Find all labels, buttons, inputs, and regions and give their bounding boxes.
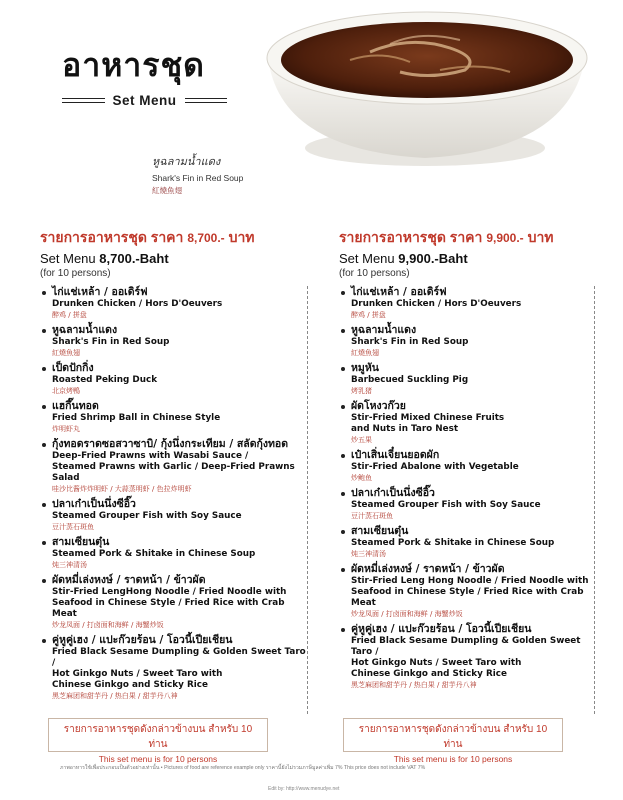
menu-item xyxy=(339,324,594,358)
dish-name-english: Stir-Fried Leng Hong Noodle / Fried Noodle with xyxy=(351,576,589,586)
dish-name-thai: คู่หูคู่เฮง / แปะก๊วยร้อน / โอวนี้เปียเชียน xyxy=(52,634,233,646)
menu-list-8700 xyxy=(40,286,308,714)
page-title: อาหารชุด xyxy=(62,46,205,84)
dish-name-chinese: 紅燒魚翅 xyxy=(351,349,379,357)
caption-english: Shark's Fin in Red Soup xyxy=(152,173,244,183)
dish-name-english: Roasted Peking Duck xyxy=(52,375,158,385)
set-menu-8700-header xyxy=(40,227,302,279)
dish-name-english: Seafood in Chinese Style / Fried Rice with Crab Meat xyxy=(52,598,285,619)
dish-name-thai: หูฉลามน้ำแดง xyxy=(52,324,118,336)
dish-name-english: Shark's Fin in Red Soup xyxy=(52,337,170,347)
dish-name-english: Drunken Chicken / Hors D'Oeuvers xyxy=(351,299,522,309)
heading-thai: รายการอาหารชุด ราคา 9,900.- บาท xyxy=(339,229,554,245)
dish-name-english: Seafood in Chinese Style / Fried Rice with Crab Meat xyxy=(351,587,584,608)
dish-name-english: Stir-Fried Mixed Chinese Fruits xyxy=(351,413,505,423)
menu-list-9900 xyxy=(339,286,595,714)
persons-note: (for 10 persons) xyxy=(40,268,111,279)
menu-item xyxy=(339,525,594,559)
footer-note-8700: รายการอาหารชุดดังกล่าวข้างบน สำหรับ 10 ท่าน This set menu is for 10 persons xyxy=(48,718,268,752)
menu-item xyxy=(40,286,307,320)
dish-name-english: Stir-Fried LengHong Noodle / Fried Noodle with xyxy=(52,587,287,597)
dish-name-english: Chinese Ginkgo and Sticky Rice xyxy=(52,680,208,690)
dish-name-thai: สามเซียนตุ๋น xyxy=(351,525,409,537)
menu-item xyxy=(40,574,307,630)
dish-name-english: Hot Ginkgo Nuts / Sweet Taro with xyxy=(351,658,522,668)
dish-name-english: Steamed Pork & Shitake in Chinese Soup xyxy=(52,549,256,559)
dish-name-english: Hot Ginkgo Nuts / Sweet Taro with xyxy=(52,669,223,679)
dish-name-chinese: 豆汁蒸石斑鱼 xyxy=(351,512,393,520)
heading-english: Set Menu 8,700.-Baht xyxy=(40,251,169,266)
dish-name-thai: หมูหัน xyxy=(351,362,379,374)
dish-name-chinese: 烤乳猪 xyxy=(351,387,372,395)
menu-item xyxy=(40,324,307,358)
dish-name-chinese: 炖三神清汤 xyxy=(52,561,87,569)
menu-item xyxy=(40,400,307,434)
dish-name-chinese: 炒龙凤面 / 打卤面和海鲜 / 海蟹炒饭 xyxy=(52,621,164,629)
dish-name-english: Deep-Fried Prawns with Wasabi Sauce / xyxy=(52,451,249,461)
dish-name-thai: เป็ดปักกิ่ง xyxy=(52,362,94,374)
dish-name-english: Chinese Ginkgo and Sticky Rice xyxy=(351,669,507,679)
menu-item xyxy=(339,487,594,521)
divider-right xyxy=(185,98,228,103)
dish-name-english: Fried Black Sesame Dumpling & Golden Sweet Taro / xyxy=(351,636,581,657)
image-caption xyxy=(152,152,243,196)
menu-item xyxy=(339,286,594,320)
dish-name-thai: เป๋าเสิ่นเจี๋ยนยอดผัก xyxy=(351,449,440,461)
dish-name-thai: ปลาเก๋าเป็นนึ่งซีอิ๊ว xyxy=(351,487,435,499)
menu-item xyxy=(339,563,594,619)
menu-item xyxy=(339,362,594,396)
dish-name-chinese: 炖三神清汤 xyxy=(351,550,386,558)
dish-name-thai: คู่หูคู่เฮง / แปะก๊วยร้อน / โอวนี้เปียเชียน xyxy=(351,623,532,635)
dish-name-english: Fried Shrimp Ball in Chinese Style xyxy=(52,413,221,423)
dish-name-chinese: 醉鸡 / 拼盘 xyxy=(351,311,386,319)
set-menu-9900-header xyxy=(339,227,601,279)
dish-name-thai: ปลาเก๋าเป็นนึ่งซีอิ๊ว xyxy=(52,498,136,510)
dish-name-thai: แฮกึ๊นทอด xyxy=(52,400,99,412)
dish-name-english: Steamed Grouper Fish with Soy Sauce xyxy=(351,500,541,510)
dish-name-chinese: 北京烤鴨 xyxy=(52,387,80,395)
menu-item xyxy=(40,634,307,701)
menu-item xyxy=(40,362,307,396)
dish-name-thai: ไก่แช่เหล้า / ออเดิร์ฟ xyxy=(52,286,148,298)
heading-english: Set Menu 9,900.-Baht xyxy=(339,251,468,266)
dish-name-chinese: 炒龙凤面 / 打卤面和海鲜 / 海蟹炒饭 xyxy=(351,610,463,618)
dish-name-chinese: 炸明虾丸 xyxy=(52,425,80,433)
dish-name-thai: ผัดโหงวก๊วย xyxy=(351,400,406,412)
menu-item xyxy=(40,536,307,570)
dish-name-thai: กุ้งทอดราดซอสวาซาบิ/ กุ้งนึ่งกระเทียม / สลัดกุ้งทอด xyxy=(52,438,289,450)
dish-name-english: Fried Black Sesame Dumpling & Golden Sweet Taro / xyxy=(52,647,306,668)
persons-note: (for 10 persons) xyxy=(339,268,410,279)
dish-name-thai: หูฉลามน้ำแดง xyxy=(351,324,417,336)
page-subtitle: Set Menu xyxy=(112,92,177,108)
heading-thai: รายการอาหารชุด ราคา 8,700.- บาท xyxy=(40,229,255,245)
dish-name-chinese: 豆汁蒸石斑鱼 xyxy=(52,523,94,531)
footer-note-9900: รายการอาหารชุดดังกล่าวข้างบน สำหรับ 10 ท่าน This set menu is for 10 persons xyxy=(343,718,563,752)
menu-item xyxy=(339,400,594,445)
dish-name-thai: ไก่แช่เหล้า / ออเดิร์ฟ xyxy=(351,286,447,298)
menu-item xyxy=(40,438,307,494)
dish-name-chinese: 哇沙比酱炸炸明虾 / 大蒜蒸明虾 / 色拉炸明虾 xyxy=(52,485,192,493)
dish-name-english: Steamed Prawns with Garlic / Deep-Fried Prawns Salad xyxy=(52,462,295,483)
menu-item xyxy=(339,449,594,483)
dish-name-english: Stir-Fried Abalone with Vegetable xyxy=(351,462,519,472)
dish-name-chinese: 炒鲍鱼 xyxy=(351,474,372,482)
caption-thai: หูฉลามน้ำแดง xyxy=(152,156,221,168)
dish-name-thai: ผัดหมี่เล่งหงษ์ / ราดหน้า / ข้าวผัด xyxy=(52,574,206,586)
dish-name-thai: สามเซียนตุ๋น xyxy=(52,536,110,548)
menu-item xyxy=(339,623,594,690)
dish-name-chinese: 黑芝麻团和甜芋丹 / 热白果 / 甜芋丹八神 xyxy=(52,692,178,700)
credit-text: Edit by: http://www.menudye.net xyxy=(268,786,340,792)
caption-chinese: 紅燒魚翅 xyxy=(152,186,182,195)
dish-name-chinese: 醉鸡 / 拼盘 xyxy=(52,311,87,319)
dish-name-english: Steamed Pork & Shitake in Chinese Soup xyxy=(351,538,555,548)
dish-name-chinese: 炒五果 xyxy=(351,436,372,444)
disclaimer-text: ภาพอาหารใช้เพื่อประกอบเป็นตัวอย่างเท่านั้น • Pictures of food are reference example only ราคานี้ยังไม่รวมภาษีมูลค่าเพิ่ม 7% This price does not include VAT 7% xyxy=(60,765,426,771)
dish-name-chinese: 黑芝麻团和甜芋丹 / 热白果 / 甜芋丹八神 xyxy=(351,681,477,689)
dish-name-english: Shark's Fin in Red Soup xyxy=(351,337,469,347)
dish-name-english: Drunken Chicken / Hors D'Oeuvers xyxy=(52,299,223,309)
dish-name-english: Barbecued Suckling Pig xyxy=(351,375,469,385)
soup-bowl-image xyxy=(250,0,595,170)
menu-item xyxy=(40,498,307,532)
dish-name-english: and Nuts in Taro Nest xyxy=(351,424,459,434)
dish-name-english: Steamed Grouper Fish with Soy Sauce xyxy=(52,511,242,521)
dish-name-chinese: 紅燒魚翅 xyxy=(52,349,80,357)
dish-name-thai: ผัดหมี่เล่งหงษ์ / ราดหน้า / ข้าวผัด xyxy=(351,563,505,575)
divider-left xyxy=(62,98,105,103)
subtitle-row xyxy=(62,90,227,110)
